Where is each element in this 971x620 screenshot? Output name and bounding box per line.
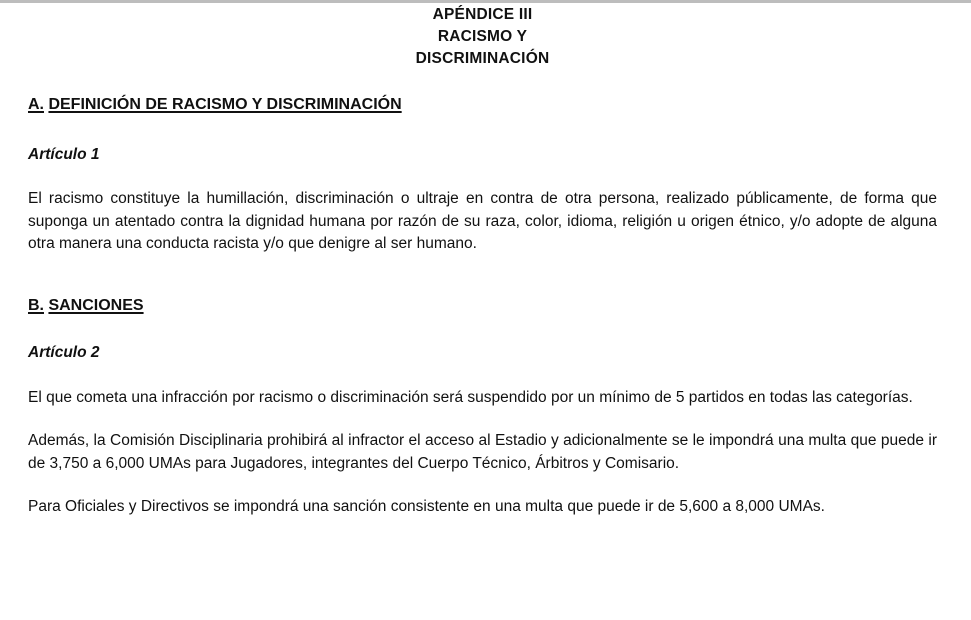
section-a-heading: [28, 95, 937, 115]
section-b-letter: B.: [28, 296, 44, 314]
appendix-title-line-3: DISCRIMINACIÓN: [415, 50, 550, 67]
section-a-title: DEFINICIÓN DE RACISMO Y DISCRIMINACIÓN: [48, 96, 402, 113]
article-1-paragraph: El racismo constituye la humillación, discriminación o ultraje en contra de otra persona, realizado públicamente, de forma que suponga un atentado contra la dignidad humana por razón de su raza, color, idioma, religión u origen étnico, y/o adopte de alguna otra manera una conducta racista y/o que denigre al ser humano.: [28, 190, 937, 252]
article-2-heading: Artículo 2: [28, 343, 100, 361]
article-2-paragraph-1: El que cometa una infracción por racismo o discriminación será suspendido por un mínimo de 5 partidos en todas las categorías.: [28, 388, 913, 406]
document-page: [28, 4, 937, 519]
appendix-title-line-2: RACISMO Y: [437, 28, 528, 45]
section-b-title: SANCIONES: [48, 296, 144, 314]
section-a-letter: A.: [28, 96, 44, 113]
article-2-paragraph-2: Además, la Comisión Disciplinaria prohibirá al infractor el acceso al Estadio y adicionalmente se le impondrá una multa que puede ir de 3,750 a 6,000 UMAs para Jugadores, integrantes del Cuerpo Técnico, Árbitros y Comisario.: [28, 432, 937, 472]
article-1-heading: Artículo 1: [28, 146, 100, 163]
section-b-heading: [28, 296, 937, 316]
appendix-title: [28, 4, 937, 70]
page-top-border: [0, 0, 971, 3]
appendix-title-line-1: APÉNDICE III: [432, 6, 533, 23]
article-2-paragraph-3: Para Oficiales y Directivos se impondrá una sanción consistente en una multa que puede ir de 5,600 a 8,000 UMAs.: [28, 498, 825, 515]
